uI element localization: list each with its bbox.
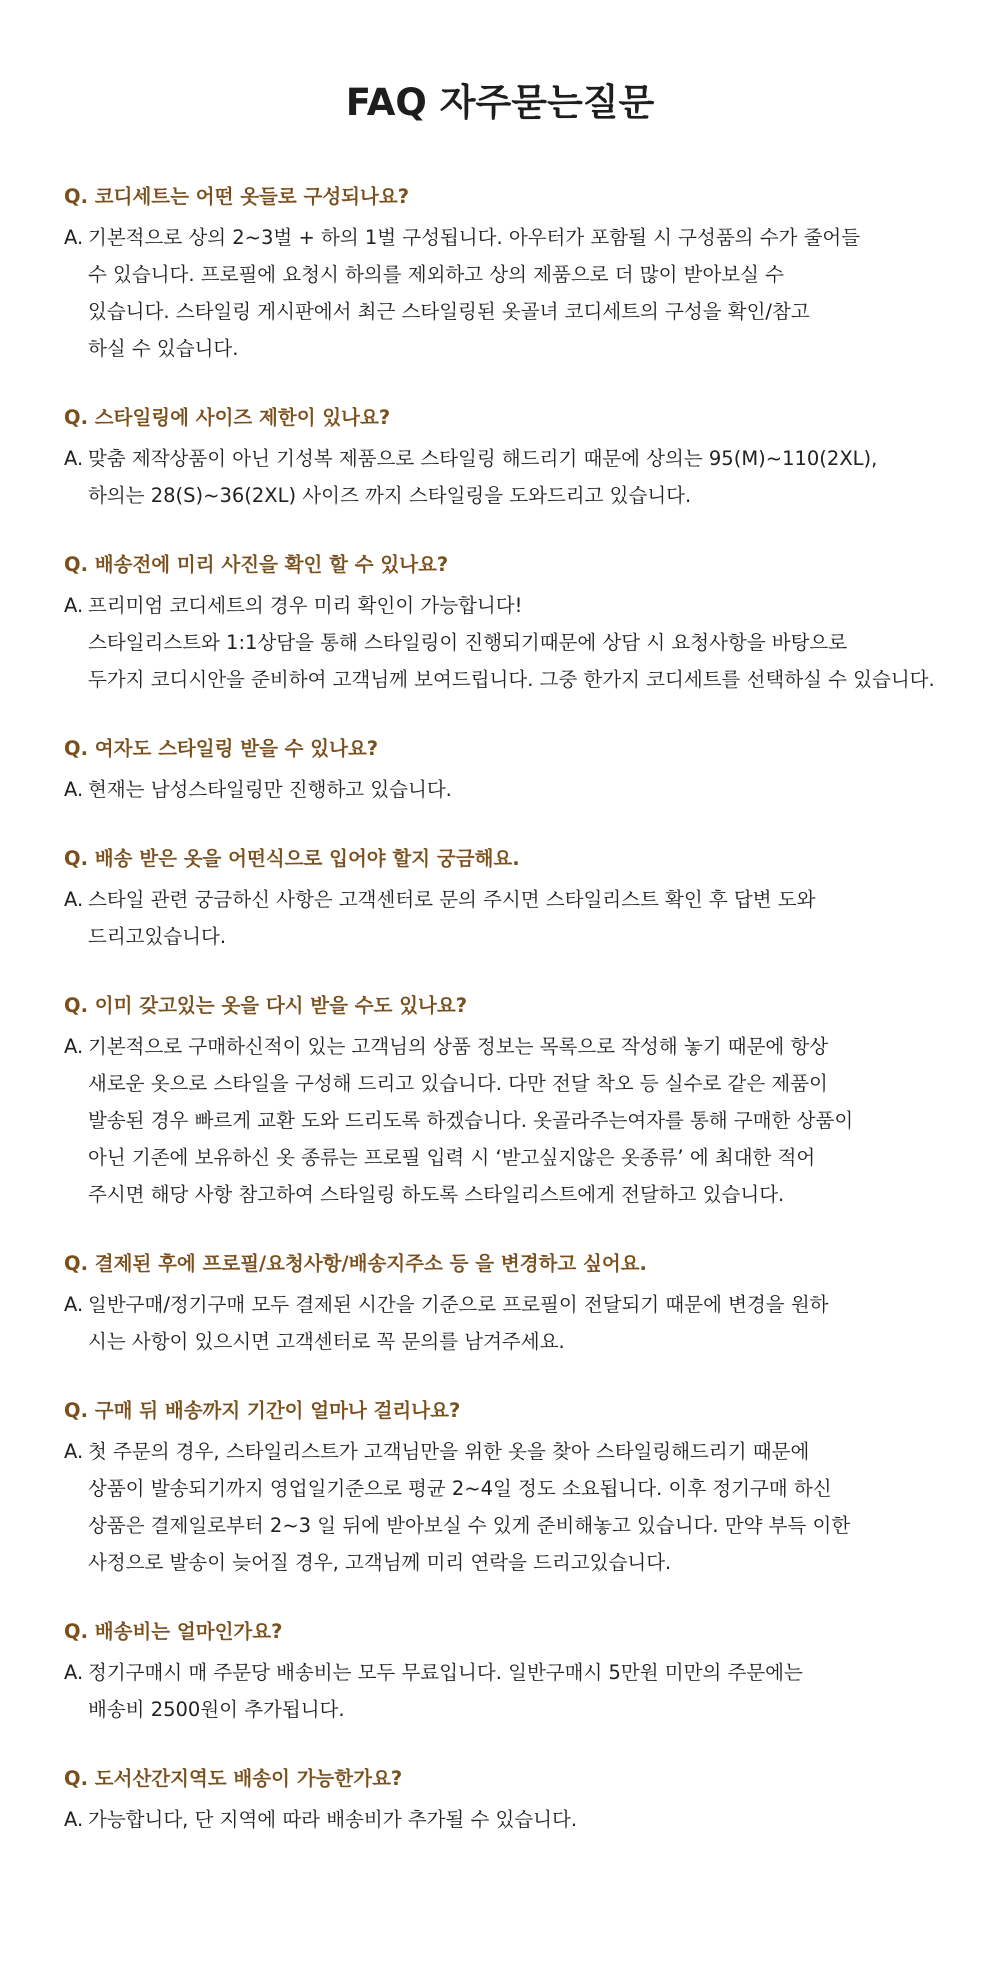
faq-answer-line: 기본적으로 구매하신적이 있는 고객님의 상품 정보는 목록으로 작성해 놓기 때문에 항상 bbox=[88, 1035, 829, 1058]
faq-answer bbox=[64, 587, 944, 698]
faq-question: Q. 여자도 스타일링 받을 수 있나요? bbox=[64, 737, 379, 760]
faq-item bbox=[64, 732, 944, 808]
faq-answer-line: 맞춤 제작상품이 아닌 기성복 제품으로 스타일링 해드리기 때문에 상의는 95(M)~110(2XL), bbox=[88, 447, 878, 470]
faq-answer bbox=[64, 771, 944, 808]
faq-item bbox=[64, 548, 944, 698]
faq-answer-line: 정기구매시 매 주문당 배송비는 모두 무료입니다. 일반구매시 5만원 미만의 주문에는 bbox=[88, 1661, 803, 1684]
faq-spacer bbox=[64, 1728, 944, 1762]
faq-item bbox=[64, 1247, 944, 1360]
faq-answer-line: 하실 수 있습니다. bbox=[88, 337, 239, 360]
page-title: FAQ 자주묻는질문 bbox=[345, 81, 655, 124]
faq-answer-line: 스타일리스트와 1:1상담을 통해 스타일링이 진행되기때문에 상담 시 요청사항을 바탕으로 bbox=[88, 631, 848, 654]
faq-answer-line: 사정으로 발송이 늦어질 경우, 고객님께 미리 연락을 드리고있습니다. bbox=[88, 1551, 672, 1574]
answer-prefix: A. bbox=[64, 226, 84, 249]
faq-answer-line: 아닌 기존에 보유하신 옷 종류는 프로필 입력 시 ‘받고싶지않은 옷종류’ 에 최대한 적어 bbox=[88, 1146, 816, 1169]
faq-answer-line: 있습니다. 스타일링 게시판에서 최근 스타일링된 옷골녀 코디세트의 구성을 확인/참고 bbox=[88, 300, 810, 323]
answer-prefix: A. bbox=[64, 447, 84, 470]
faq-item bbox=[64, 1762, 944, 1838]
faq-answer-line: 일반구매/정기구매 모두 결제된 시간을 기준으로 프로필이 전달되기 때문에 변경을 원하 bbox=[88, 1293, 829, 1316]
faq-spacer bbox=[64, 514, 944, 548]
faq-answer-line: 주시면 해당 사항 참고하여 스타일링 하도록 스타일리스트에게 전달하고 있습니다. bbox=[88, 1183, 785, 1206]
answer-prefix: A. bbox=[64, 888, 84, 911]
faq-list bbox=[64, 180, 944, 1838]
faq-question: Q. 배송전에 미리 사진을 확인 할 수 있나요? bbox=[64, 553, 449, 576]
faq-question: Q. 스타일링에 사이즈 제한이 있나요? bbox=[64, 406, 391, 429]
answer-prefix: A. bbox=[64, 1440, 84, 1463]
answer-prefix: A. bbox=[64, 1661, 84, 1684]
faq-question: Q. 배송비는 얼마인가요? bbox=[64, 1620, 283, 1643]
faq-item bbox=[64, 842, 944, 955]
faq-answer-line: 새로운 옷으로 스타일을 구성해 드리고 있습니다. 다만 전달 착오 등 실수로 같은 제품이 bbox=[88, 1072, 828, 1095]
faq-answer bbox=[64, 1433, 944, 1581]
faq-question: Q. 배송 받은 옷을 어떤식으로 입어야 할지 궁금해요. bbox=[64, 847, 520, 870]
faq-answer-line: 하의는 28(S)~36(2XL) 사이즈 까지 스타일링을 도와드리고 있습니다. bbox=[88, 484, 692, 507]
answer-prefix: A. bbox=[64, 778, 84, 801]
faq-spacer bbox=[64, 955, 944, 989]
faq-question: Q. 결제된 후에 프로필/요청사항/배송지주소 등 을 변경하고 싶어요. bbox=[64, 1252, 647, 1275]
faq-question: Q. 도서산간지역도 배송이 가능한가요? bbox=[64, 1767, 403, 1790]
faq-answer bbox=[64, 440, 944, 514]
faq-answer-line: 배송비 2500원이 추가됩니다. bbox=[88, 1698, 345, 1721]
faq-question: Q. 이미 갖고있는 옷을 다시 받을 수도 있나요? bbox=[64, 994, 468, 1017]
faq-item bbox=[64, 401, 944, 514]
faq-question: Q. 코디세트는 어떤 옷들로 구성되나요? bbox=[64, 185, 410, 208]
answer-prefix: A. bbox=[64, 1035, 84, 1058]
faq-answer-line: 스타일 관련 궁금하신 사항은 고객센터로 문의 주시면 스타일리스트 확인 후 답변 도와 bbox=[88, 888, 816, 911]
faq-item bbox=[64, 1394, 944, 1581]
faq-answer-line: 현재는 남성스타일링만 진행하고 있습니다. bbox=[88, 778, 452, 801]
faq-answer bbox=[64, 1801, 944, 1838]
faq-answer bbox=[64, 1286, 944, 1360]
faq-answer bbox=[64, 1654, 944, 1728]
faq-answer-line: 드리고있습니다. bbox=[88, 925, 227, 948]
faq-spacer bbox=[64, 808, 944, 842]
faq-spacer bbox=[64, 367, 944, 401]
faq-item bbox=[64, 1615, 944, 1728]
faq-item bbox=[64, 180, 944, 367]
faq-answer-line: 가능합니다, 단 지역에 따라 배송비가 추가될 수 있습니다. bbox=[88, 1808, 578, 1831]
faq-answer-line: 상품이 발송되기까지 영업일기준으로 평균 2~4일 정도 소요됩니다. 이후 정기구매 하신 bbox=[88, 1477, 832, 1500]
faq-answer-line: 상품은 결제일로부터 2~3 일 뒤에 받아보실 수 있게 준비해놓고 있습니다. 만약 부득 이한 bbox=[88, 1514, 851, 1537]
faq-answer-line: 프리미엄 코디세트의 경우 미리 확인이 가능합니다! bbox=[88, 594, 523, 617]
faq-answer-line: 발송된 경우 빠르게 교환 도와 드리도록 하겠습니다. 옷골라주는여자를 통해 구매한 상품이 bbox=[88, 1109, 854, 1132]
faq-answer-line: 시는 사항이 있으시면 고객센터로 꼭 문의를 남겨주세요. bbox=[88, 1330, 565, 1353]
faq-spacer bbox=[64, 698, 944, 732]
answer-prefix: A. bbox=[64, 1808, 84, 1831]
faq-spacer bbox=[64, 1213, 944, 1247]
faq-question: Q. 구매 뒤 배송까지 기간이 얼마나 걸리나요? bbox=[64, 1399, 461, 1422]
faq-spacer bbox=[64, 1360, 944, 1394]
faq-answer bbox=[64, 1028, 944, 1213]
faq-answer bbox=[64, 881, 944, 955]
answer-prefix: A. bbox=[64, 1293, 84, 1316]
faq-spacer bbox=[64, 1581, 944, 1615]
faq-answer-line: 기본적으로 상의 2~3벌 + 하의 1벌 구성됩니다. 아우터가 포함될 시 구성품의 수가 줄어들 bbox=[88, 226, 861, 249]
faq-answer bbox=[64, 219, 944, 367]
faq-answer-line: 수 있습니다. 프로필에 요청시 하의를 제외하고 상의 제품으로 더 많이 받아보실 수 bbox=[88, 263, 785, 286]
faq-answer-line: 두가지 코디시안을 준비하여 고객님께 보여드립니다. 그중 한가지 코디세트를 선택하실 수 있습니다. bbox=[88, 668, 935, 691]
faq-answer-line: 첫 주문의 경우, 스타일리스트가 고객님만을 위한 옷을 찾아 스타일링해드리기 때문에 bbox=[88, 1440, 810, 1463]
faq-item bbox=[64, 989, 944, 1213]
answer-prefix: A. bbox=[64, 594, 84, 617]
